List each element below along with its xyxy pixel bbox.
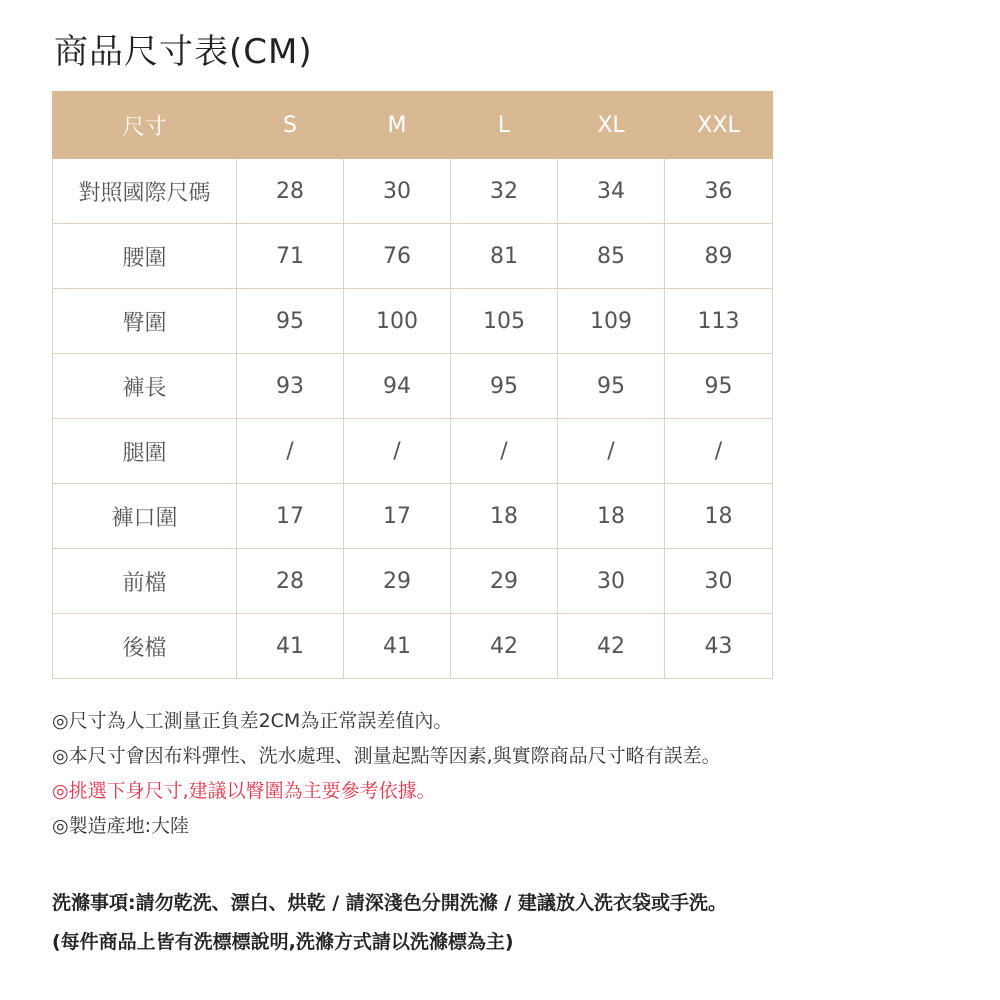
table-row <box>53 159 773 224</box>
header-s: S <box>237 92 344 159</box>
row-label: 臀圍 <box>53 289 237 354</box>
row-label: 後檔 <box>53 614 237 679</box>
table-cell: / <box>558 419 665 484</box>
note-selection-tip: ◎挑選下身尺寸,建議以臀圍為主要參考依據。 <box>52 780 436 802</box>
table-cell: / <box>237 419 344 484</box>
table-cell: / <box>665 419 773 484</box>
table-cell: 17 <box>344 484 451 549</box>
row-label: 褲長 <box>53 354 237 419</box>
table-cell: 100 <box>344 289 451 354</box>
table-cell: 18 <box>558 484 665 549</box>
table-cell: 85 <box>558 224 665 289</box>
table-cell: 113 <box>665 289 773 354</box>
care-footnote: (每件商品上皆有洗標標說明,洗滌方式請以洗滌標為主) <box>52 931 514 953</box>
care-line: 洗滌事項:請勿乾洗、漂白、烘乾 / 請深淺色分開洗滌 / 建議放入洗衣袋或手洗。 <box>52 892 727 914</box>
row-label: 對照國際尺碼 <box>53 159 237 224</box>
table-cell: 94 <box>344 354 451 419</box>
table-cell: 95 <box>451 354 558 419</box>
table-cell: 30 <box>665 549 773 614</box>
row-label: 腿圍 <box>53 419 237 484</box>
table-cell: 29 <box>344 549 451 614</box>
table-header-row <box>53 92 773 159</box>
note-origin: ◎製造產地:大陸 <box>52 815 189 837</box>
header-xl: XL <box>558 92 665 159</box>
table-cell: 43 <box>665 614 773 679</box>
row-label: 褲口圍 <box>53 484 237 549</box>
header-xxl: XXL <box>665 92 773 159</box>
table-row <box>53 484 773 549</box>
size-table <box>52 91 773 679</box>
table-cell: 29 <box>451 549 558 614</box>
table-cell: 17 <box>237 484 344 549</box>
table-cell: 30 <box>558 549 665 614</box>
row-label: 腰圍 <box>53 224 237 289</box>
table-cell: 41 <box>237 614 344 679</box>
care-instructions <box>52 884 992 962</box>
table-row <box>53 549 773 614</box>
table-cell: 32 <box>451 159 558 224</box>
table-cell: 95 <box>665 354 773 419</box>
table-cell: 34 <box>558 159 665 224</box>
table-cell: 95 <box>558 354 665 419</box>
table-row <box>53 614 773 679</box>
table-row <box>53 354 773 419</box>
table-cell: 109 <box>558 289 665 354</box>
table-cell: 30 <box>344 159 451 224</box>
table-cell: 89 <box>665 224 773 289</box>
header-m: M <box>344 92 451 159</box>
note-tolerance: ◎尺寸為人工測量正負差2CM為正常誤差值內。 <box>52 710 453 732</box>
table-cell: 36 <box>665 159 773 224</box>
table-cell: 76 <box>344 224 451 289</box>
table-row <box>53 224 773 289</box>
page-title: 商品尺寸表(CM) <box>54 32 313 72</box>
table-cell: 28 <box>237 549 344 614</box>
table-cell: 18 <box>665 484 773 549</box>
table-cell: 28 <box>237 159 344 224</box>
table-cell: 42 <box>558 614 665 679</box>
table-cell: 95 <box>237 289 344 354</box>
table-cell: 42 <box>451 614 558 679</box>
note-variance: ◎本尺寸會因布料彈性、洗水處理、測量起點等因素,與實際商品尺寸略有誤差。 <box>52 745 721 767</box>
table-cell: 93 <box>237 354 344 419</box>
table-row <box>53 289 773 354</box>
table-cell: 71 <box>237 224 344 289</box>
table-cell: 105 <box>451 289 558 354</box>
table-cell: 81 <box>451 224 558 289</box>
header-l: L <box>451 92 558 159</box>
measurement-notes <box>52 704 992 844</box>
table-row <box>53 419 773 484</box>
table-cell: 18 <box>451 484 558 549</box>
table-cell: 41 <box>344 614 451 679</box>
header-size: 尺寸 <box>53 92 237 159</box>
table-cell: / <box>344 419 451 484</box>
row-label: 前檔 <box>53 549 237 614</box>
table-cell: / <box>451 419 558 484</box>
